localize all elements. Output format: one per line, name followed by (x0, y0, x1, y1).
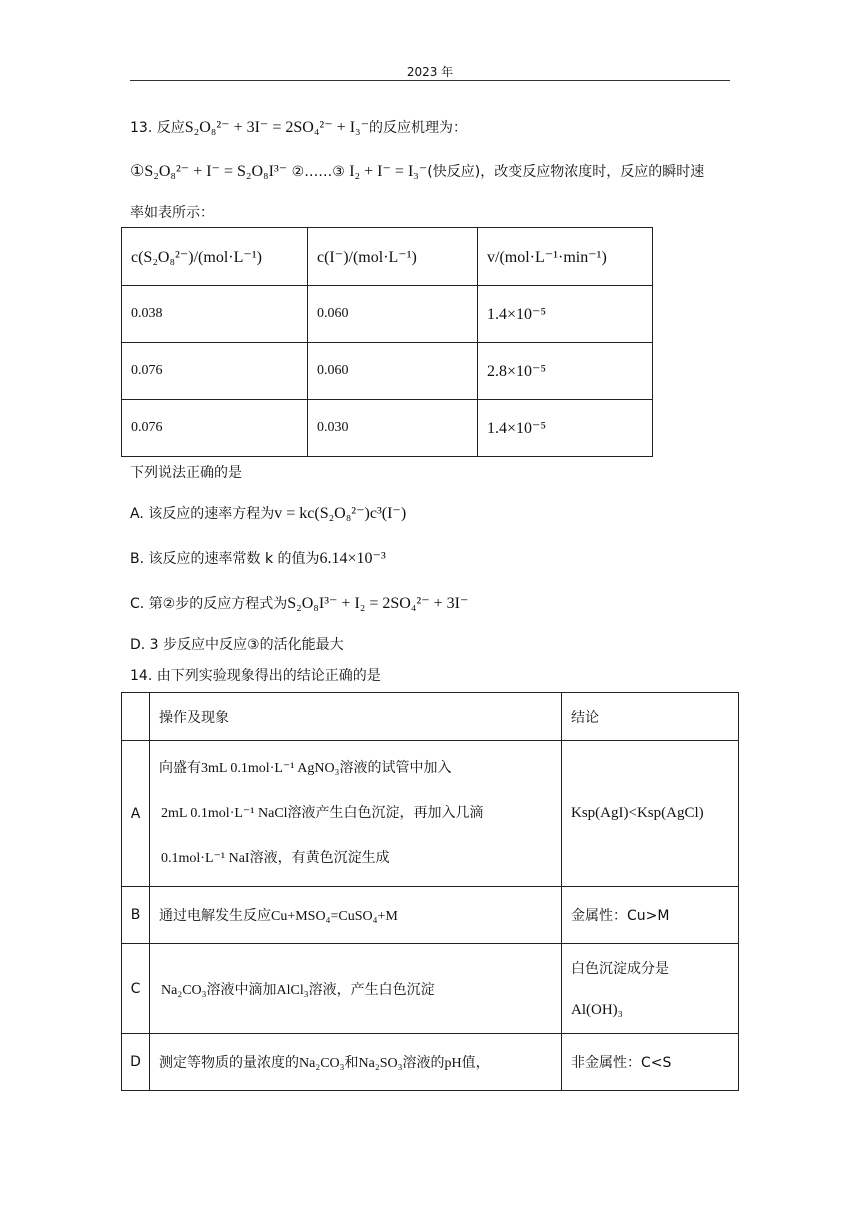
option-b-text: 该反应的速率常数 k 的值为 (148, 551, 320, 567)
table-header-cell: 操作及现象 (150, 693, 562, 741)
conclusion-cell (562, 944, 739, 1034)
rate-table (121, 227, 653, 457)
rate-table-header: c(S₂O₈²⁻)/(mol·L⁻¹) (122, 228, 308, 286)
table-cell: 0.076 (122, 343, 308, 400)
q13-intro-suffix: 的反应机理为： (369, 120, 468, 136)
option-c-label: C. (130, 596, 145, 612)
option-c-formula: S₂O₈I³⁻ + I₂ = 2SO₄²⁻ + 3I⁻ (287, 595, 469, 612)
table-cell: 0.060 (308, 343, 478, 400)
q13-mech-step1: ①S₂O₈²⁻ + I⁻ = S₂O₈I³⁻ (130, 163, 288, 180)
table-header-cell (122, 693, 150, 741)
table-row (122, 343, 653, 400)
q13-number: 13. (130, 120, 153, 136)
q13-intro-prefix: 反应 (156, 120, 185, 136)
conclusion-cell: 非金属性：C<S (562, 1034, 739, 1091)
table-cell: 0.030 (308, 400, 478, 457)
table-row (122, 286, 653, 343)
row-label: A (122, 741, 150, 887)
option-a-label: A. (130, 506, 144, 522)
conclusion-line: Al(OH)₃ (571, 1001, 623, 1018)
operation-cell: 测定等物质的量浓度的Na₂CO₃和Na₂SO₃溶液的pH值， (150, 1034, 562, 1091)
row-label: B (122, 887, 150, 944)
option-c-text: 第②步的反应方程式为 (148, 596, 288, 612)
table-header-cell: 结论 (562, 693, 739, 741)
option-d: D. 3 步反应中反应③的活化能最大 (130, 637, 344, 653)
table-row (122, 887, 739, 944)
option-b (130, 549, 386, 569)
rate-table-header: c(I⁻)/(mol·L⁻¹) (308, 228, 478, 286)
table-row (122, 944, 739, 1034)
operation-cell (150, 741, 562, 887)
row-label: C (122, 944, 150, 1034)
option-a-text: 该反应的速率方程为 (148, 506, 275, 522)
table-row (122, 400, 653, 457)
page-header: 2023 年 (406, 65, 454, 79)
operation-cell: 通过电解发生反应Cu+MSO₄=CuSO₄+M (150, 887, 562, 944)
experiment-table (121, 692, 739, 1091)
q14-stem-text: 由下列实验现象得出的结论正确的是 (156, 668, 381, 684)
q14-stem (130, 666, 381, 686)
option-c (130, 594, 468, 614)
q13-overall-equation: S₂O₈²⁻ + 3I⁻ = 2SO₄²⁻ + I₃⁻ (184, 119, 370, 136)
rate-table-header: v/(mol·L⁻¹·min⁻¹) (478, 228, 653, 286)
table-cell: 0.076 (122, 400, 308, 457)
operation-cell: Na₂CO₃溶液中滴加AlCl₃溶液，产生白色沉淀 (150, 944, 562, 1034)
table-cell: 1.4×10⁻⁵ (478, 286, 653, 343)
table-row (122, 741, 739, 887)
row-label: D (122, 1034, 150, 1091)
q13-mechanism (130, 162, 704, 182)
table-cell: 1.4×10⁻⁵ (478, 400, 653, 457)
operation-line: 0.1mol·L⁻¹ NaI溶液，有黄色沉淀生成 (161, 851, 390, 866)
table-cell: 0.038 (122, 286, 308, 343)
header-divider (130, 80, 730, 81)
q13-mech-suffix: (快反应)，改变反应物浓度时，反应的瞬时速 (427, 164, 705, 180)
operation-line: 2mL 0.1mol·L⁻¹ NaCl溶液产生白色沉淀，再加入几滴 (161, 806, 484, 821)
rate-table-header-row (122, 228, 653, 286)
table-cell: 0.060 (308, 286, 478, 343)
q13-intro-line3: 率如表所示： (130, 205, 214, 221)
conclusion-line: 白色沉淀成分是 (571, 960, 669, 977)
q14-number: 14. (130, 668, 153, 684)
q13-intro (130, 118, 467, 138)
q13-mech-step2: ②……③ (291, 164, 345, 180)
q13-mech-step3: I₂ + I⁻ = I₃⁻ (349, 163, 428, 180)
table-row (122, 1034, 739, 1091)
operation-line: 向盛有3mL 0.1mol·L⁻¹ AgNO₃溶液的试管中加入 (159, 761, 452, 776)
conclusion-cell: 金属性：Cu>M (562, 887, 739, 944)
q13-prompt: 下列说法正确的是 (130, 465, 242, 481)
table-cell: 2.8×10⁻⁵ (478, 343, 653, 400)
conclusion-cell: Ksp(AgI)<Ksp(AgCl) (562, 741, 739, 887)
option-a-formula: v = kc(S₂O₈²⁻)c³(I⁻) (274, 505, 407, 522)
option-a (130, 504, 406, 524)
experiment-table-header-row (122, 693, 739, 741)
option-b-formula: 6.14×10⁻³ (319, 550, 386, 567)
option-b-label: B. (130, 551, 145, 567)
